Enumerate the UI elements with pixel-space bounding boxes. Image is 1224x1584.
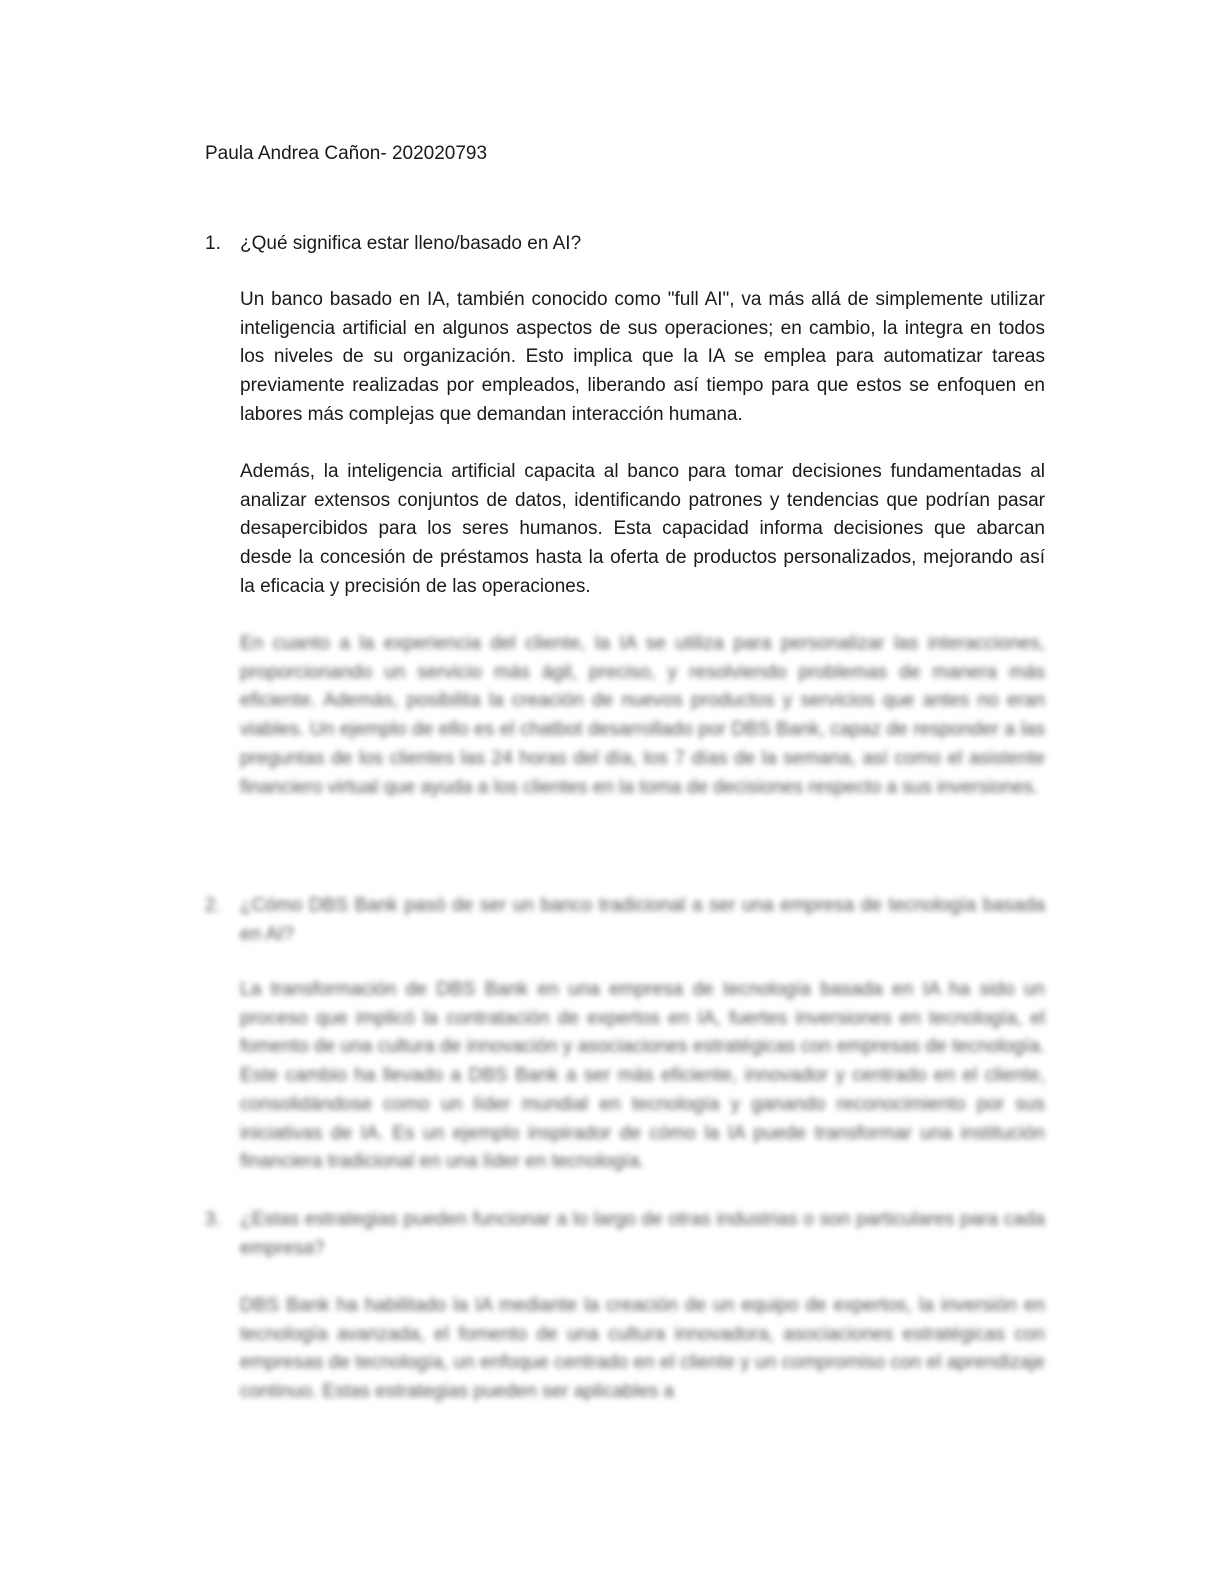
question-text: ¿Estas estrategias pueden funcionar a lo largo de otras industrias o son particulares para cada empresa? bbox=[240, 1209, 1045, 1259]
answer-paragraph-blurred: DBS Bank ha habilitado la IA mediante la creación de un equipo de expertos, la inversión en tecnología avanzada, el fomento de una cultura innovadora, asociaciones estratégicas con empresas de tecnología, un enfoque centrado en el cliente y un compromiso con el aprendizaje continuo. Estas estrategias pueden ser aplicables a bbox=[240, 1295, 1045, 1403]
question-number: 2. bbox=[205, 895, 221, 916]
answer-paragraph: Un banco basado en IA, también conocido como "full AI", va más allá de simplemente utilizar inteligencia artificial en algunos aspectos de sus operaciones; en cambio, la integra en todos los niveles de su organización. Esto implica que la IA se emplea para automatizar tareas previamente realizadas por empleados, liberando así tiempo para que estos se enfoquen en labores más complejas que demandan interacción humana. bbox=[240, 289, 1045, 425]
question-3 bbox=[205, 1206, 1045, 1263]
answer-paragraph-blurred: En cuanto a la experiencia del cliente, la IA se utiliza para personalizar las interacciones, proporcionando un servicio más ágil, preciso, y resolviendo problemas de manera más eficiente. Además, posibilita la creación de nuevos productos y servicios que antes no eran viables. Un ejemplo de ello es el chatbot desarrollado por DBS Bank, capaz de responder a las preguntas de los clientes las 24 horas del día, los 7 días de la semana, así como el asistente financiero virtual que ayuda a los clientes en la toma de decisiones respecto a sus inversiones. bbox=[240, 633, 1045, 798]
question-text: ¿Qué significa estar lleno/basado en AI? bbox=[240, 233, 582, 254]
author-line: Paula Andrea Cañon- 202020793 bbox=[205, 143, 488, 164]
answer-paragraph-blurred: La transformación de DBS Bank en una empresa de tecnología basada en IA ha sido un proceso que implicó la contratación de expertos en IA, fuertes inversiones en tecnología, el fomento de una cultura de innovación y asociaciones estratégicas con empresas de tecnología. Este cambio ha llevado a DBS Bank a ser más eficiente, innovador y centrado en el cliente, consolidándose como un líder mundial en tecnología y ganando reconocimiento por sus iniciativas de IA. Es un ejemplo inspirador de cómo la IA puede transformar una institución financiera tradicional en una líder en tecnología. bbox=[240, 979, 1045, 1173]
answer-paragraph: Además, la inteligencia artificial capacita al banco para tomar decisiones fundamentadas al analizar extensos conjuntos de datos, identificando patrones y tendencias que podrían pasar desapercibidos para los seres humanos. Esta capacidad informa decisiones que abarcan desde la concesión de préstamos hasta la oferta de productos personalizados, mejorando así la eficacia y precisión de las operaciones. bbox=[240, 461, 1045, 597]
question-1 bbox=[205, 230, 1045, 259]
question-number: 3. bbox=[205, 1209, 221, 1230]
question-2 bbox=[205, 892, 1045, 949]
question-text: ¿Cómo DBS Bank pasó de ser un banco tradicional a ser una empresa de tecnología basada en AI? bbox=[240, 895, 1045, 945]
question-number: 1. bbox=[205, 233, 221, 254]
